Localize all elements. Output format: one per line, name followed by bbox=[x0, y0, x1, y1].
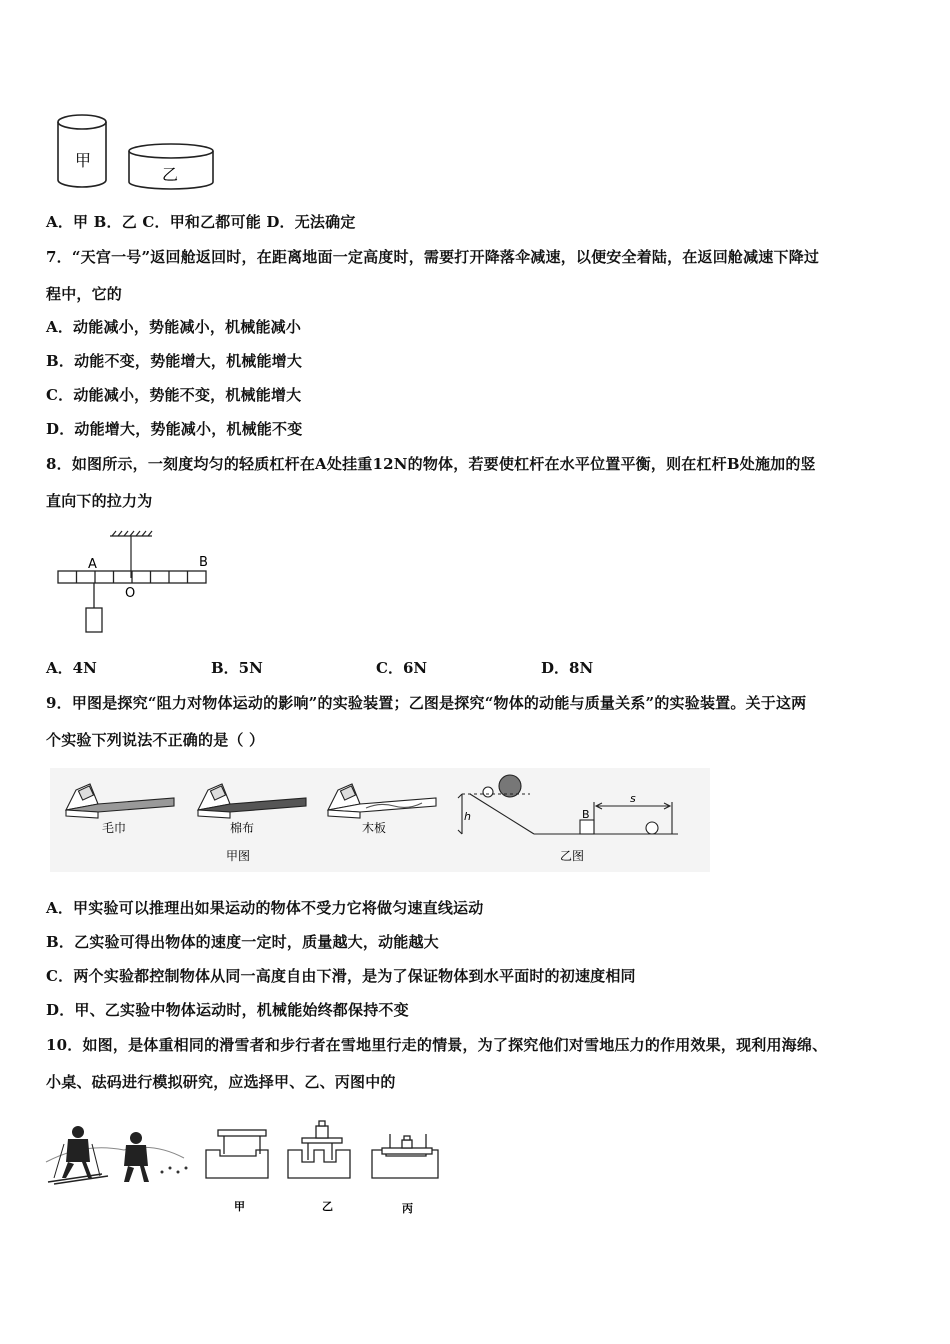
sponge-yi bbox=[288, 1121, 350, 1178]
q8-option-d: D．8N bbox=[541, 659, 594, 677]
lever-hanging-weight bbox=[86, 583, 102, 632]
caption-yi: 乙图 bbox=[560, 849, 585, 863]
caption-jia: 甲图 bbox=[226, 849, 251, 863]
q10-stem-line2: 小桌、砝码进行模拟研究，应选择甲、乙、丙图中的 bbox=[46, 1073, 396, 1091]
sponge-label-yi: 乙 bbox=[322, 1200, 333, 1213]
cylinder-yi-label: 乙 bbox=[162, 165, 179, 184]
lever-bar bbox=[58, 571, 206, 583]
lever-label-b: B bbox=[199, 555, 208, 570]
surface-label-cotton: 棉布 bbox=[230, 821, 255, 835]
q8-option-b: B．5N bbox=[211, 659, 263, 677]
q6-cylinders-figure bbox=[50, 110, 220, 195]
q8-option-c: C．6N bbox=[376, 659, 428, 677]
incline-label-s: s bbox=[630, 792, 636, 805]
surface-label-towel: 毛巾 bbox=[102, 821, 127, 835]
q10-stem-line1: 10．如图，是体重相同的滑雪者和步行者在雪地里行走的情景，为了探究他们对雪地压力的作用效果，现利用海绵、 bbox=[46, 1036, 828, 1054]
q9-option-c: C．两个实验都控制物体从同一高度自由下滑，是为了保证物体到水平面时的初速度相同 bbox=[46, 967, 636, 985]
surface-label-wood: 木板 bbox=[362, 821, 387, 835]
q7-option-d: D．动能增大，势能减小，机械能不变 bbox=[46, 420, 303, 438]
q7-option-c: C．动能减小，势能不变，机械能增大 bbox=[46, 386, 302, 404]
lever-label-o: O bbox=[125, 586, 136, 601]
q7-option-b: B．动能不变，势能增大，机械能增大 bbox=[46, 352, 303, 370]
incline-label-h: h bbox=[464, 810, 471, 823]
q7-stem-line1: 7．“天宫一号”返回舱返回时，在距离地面一定高度时，需要打开降落伞减速，以便安全着陆，在返回舱减速下降过 bbox=[46, 248, 820, 266]
q8-option-a: A．4N bbox=[46, 659, 97, 677]
q9-option-b: B．乙实验可得出物体的速度一定时，质量越大，动能越大 bbox=[46, 933, 439, 951]
lever-label-a: A bbox=[88, 557, 97, 572]
q7-stem-line2: 程中，它的 bbox=[46, 285, 123, 303]
q8-stem-line1: 8．如图所示，一刻度均匀的轻质杠杆在A处挂重12N的物体，若要使杠杆在水平位置平衡，则在杠杆B处施加的竖 bbox=[46, 455, 816, 473]
sponge-jia bbox=[206, 1130, 268, 1178]
q7-option-a: A．动能减小，势能减小，机械能减小 bbox=[46, 318, 302, 336]
q8-lever-figure bbox=[50, 530, 220, 640]
sponge-bing bbox=[372, 1134, 438, 1178]
q8-stem-line2: 直向下的拉力为 bbox=[46, 492, 153, 510]
sponge-label-bing: 丙 bbox=[402, 1202, 413, 1215]
skier-walker-illustration bbox=[46, 1126, 188, 1184]
q9-stem-line2: 个实验下列说法不正确的是（ ） bbox=[46, 731, 265, 749]
incline-label-b: B bbox=[582, 808, 590, 821]
q9-option-d: D．甲、乙实验中物体运动时，机械能始终都保持不变 bbox=[46, 1001, 409, 1019]
q10-figure bbox=[44, 1112, 464, 1217]
q6-options: A．甲 B．乙 C．甲和乙都可能 D．无法确定 bbox=[46, 213, 356, 231]
q8-options bbox=[46, 657, 746, 677]
cylinder-jia-label: 甲 bbox=[75, 151, 92, 170]
sponge-label-jia: 甲 bbox=[234, 1200, 245, 1213]
q9-option-a: A．甲实验可以推理出如果运动的物体不受力它将做匀速直线运动 bbox=[46, 899, 484, 917]
q9-stem-line1: 9．甲图是探究“阻力对物体运动的影响”的实验装置；乙图是探究“物体的动能与质量关系”的实验装置。关于这两 bbox=[46, 694, 807, 712]
q9-experiment-figure bbox=[50, 768, 710, 872]
